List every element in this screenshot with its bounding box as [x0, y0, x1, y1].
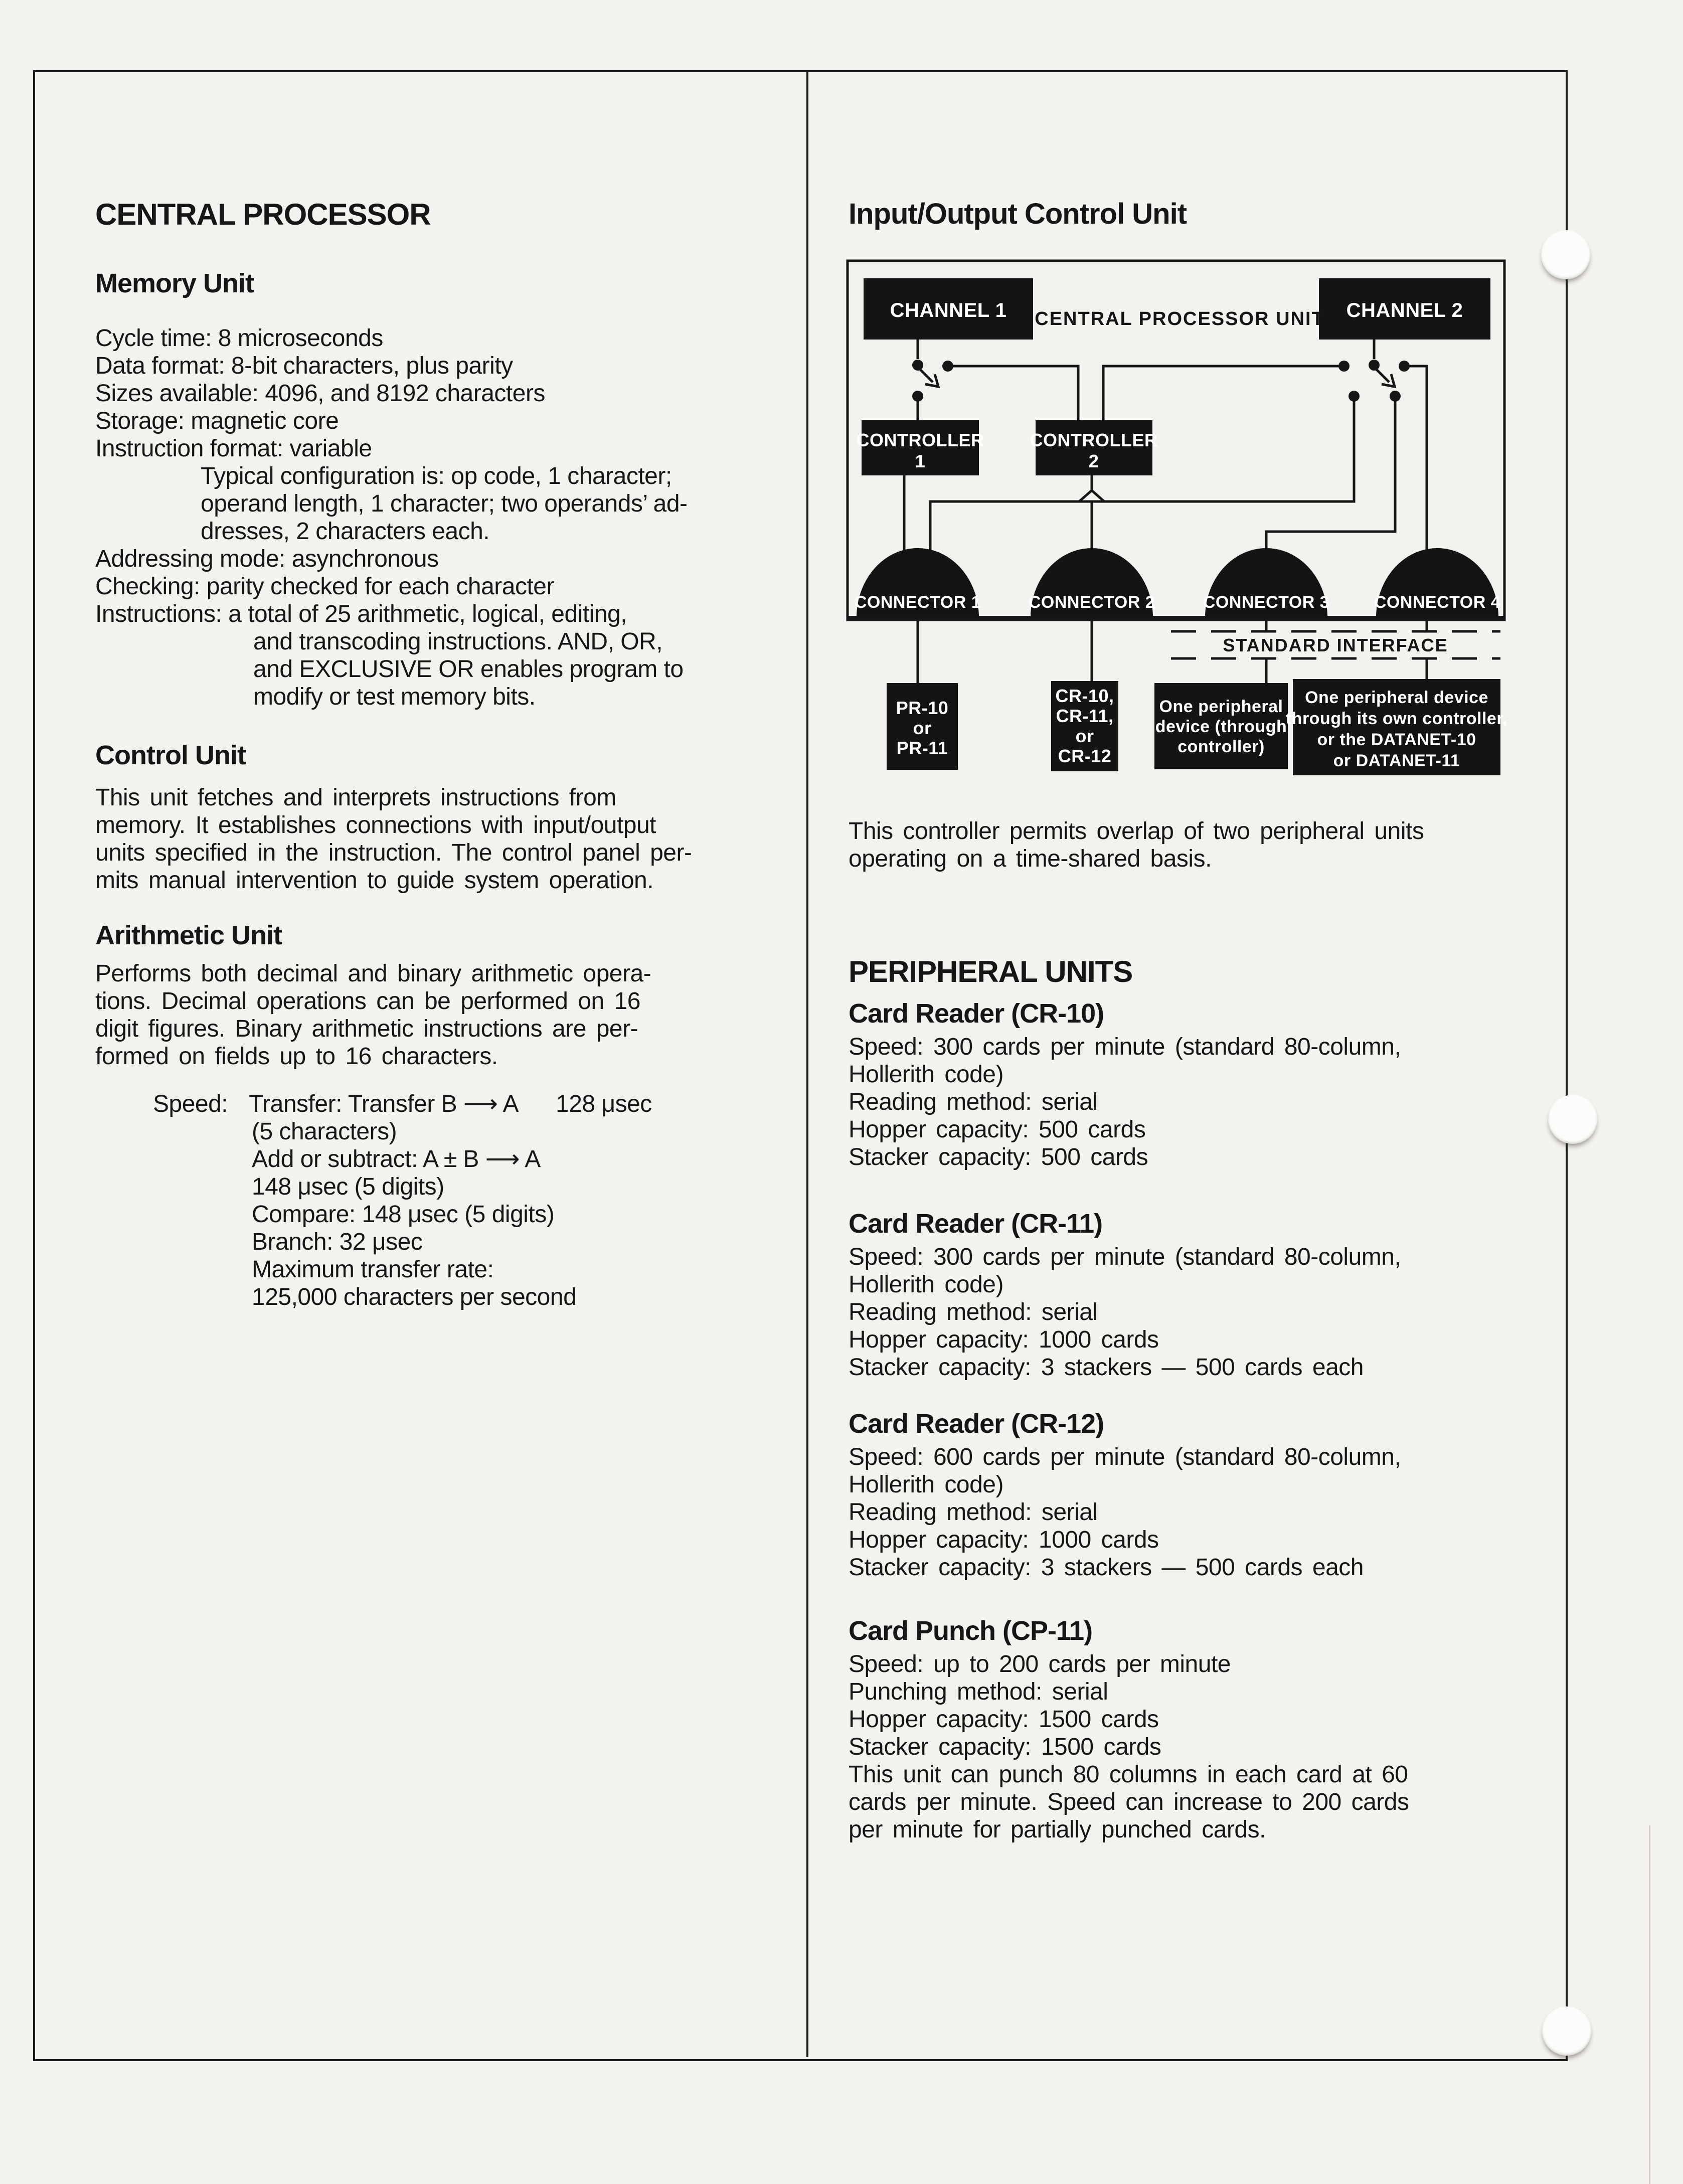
spec-line: Sizes available: 4096, and 8192 characters	[95, 380, 545, 407]
heading-card-reader-cr11: Card Reader (CR-11)	[849, 1209, 1103, 1239]
spec-line: Reading method: serial	[849, 1499, 1098, 1526]
heading-memory-unit: Memory Unit	[95, 268, 254, 298]
junction-dot	[1390, 391, 1401, 402]
cr11-spec-list	[849, 1243, 1510, 1381]
device-box-cr-line: CR-11,	[1056, 706, 1114, 726]
punch-hole	[1548, 1095, 1597, 1144]
bus-wire-middle	[1103, 366, 1344, 420]
right-column-header	[849, 200, 1510, 229]
speed-line: 125,000 characters per second	[252, 1284, 577, 1310]
spec-line: Hopper capacity: 1500 cards	[849, 1706, 1159, 1733]
spec-line: Hopper capacity: 500 cards	[849, 1116, 1146, 1143]
io-control-unit-diagram	[827, 253, 1514, 792]
caption-line: operating on a time-shared basis.	[849, 846, 1212, 872]
controller-2-label: CONTROLLER	[1030, 430, 1158, 450]
device-box-line: One peripheral	[1159, 697, 1283, 716]
switch2-to-connector3-wire	[1266, 399, 1395, 559]
cp11-spec-list	[849, 1650, 1510, 1843]
connector-3-label: CONNECTOR 3	[1203, 593, 1330, 612]
bus-wire-left	[948, 366, 1078, 420]
device-box-line: device (through	[1155, 717, 1287, 736]
speed-transfer-value: 128 μsec	[556, 1091, 652, 1117]
controller-2-number: 2	[1088, 451, 1099, 471]
arithmetic-unit-paragraph	[95, 960, 777, 1070]
paragraph-line: mits manual intervention to guide system operation.	[95, 867, 654, 894]
right-column-body	[849, 817, 1510, 1843]
paragraph-line: digit figures. Binary arithmetic instructions are per-	[95, 1016, 638, 1042]
spec-line: Stacker capacity: 3 stackers — 500 cards each	[849, 1554, 1364, 1581]
spec-line: Punching method: serial	[849, 1678, 1108, 1705]
paragraph-line: units specified in the instruction. The control panel per-	[95, 839, 692, 866]
spec-line: Addressing mode: asynchronous	[95, 546, 439, 572]
channel-1-label: CHANNEL 1	[890, 299, 1007, 321]
junction-dot	[912, 360, 923, 371]
spec-line: Stacker capacity: 1500 cards	[849, 1734, 1161, 1760]
speed-line: Maximum transfer rate:	[252, 1256, 494, 1283]
spec-line: Reading method: serial	[849, 1299, 1098, 1325]
standard-interface-label: STANDARD INTERFACE	[1223, 635, 1448, 655]
spec-line: and transcoding instructions. AND, OR,	[253, 628, 663, 655]
device-box-cr-line: CR-12	[1058, 746, 1112, 766]
device-box-line: controller)	[1177, 737, 1265, 756]
device-box-pr-line: PR-11	[896, 738, 948, 758]
spec-line: Cycle time: 8 microseconds	[95, 325, 383, 352]
speed-line: (5 characters)	[252, 1118, 397, 1145]
section-title-central-processor: CENTRAL PROCESSOR	[95, 198, 431, 231]
heading-control-unit: Control Unit	[95, 740, 246, 770]
left-column	[95, 200, 777, 1311]
junction-dot	[1349, 391, 1360, 402]
punch-hole	[1541, 230, 1590, 279]
spec-line: cards per minute. Speed can increase to 200 cards	[849, 1789, 1409, 1815]
speed-label: Speed:	[153, 1091, 228, 1117]
device-box-line: One peripheral device	[1305, 688, 1488, 707]
spec-line: Hopper capacity: 1000 cards	[849, 1326, 1159, 1353]
spec-line: modify or test memory bits.	[253, 684, 536, 710]
section-title-io-control-unit: Input/Output Control Unit	[849, 198, 1187, 230]
spec-line: Speed: up to 200 cards per minute	[849, 1651, 1231, 1677]
paragraph-line: formed on fields up to 16 characters.	[95, 1043, 498, 1070]
junction-dot	[912, 391, 923, 402]
memory-unit-spec-list	[95, 324, 777, 711]
junction-dot	[1369, 360, 1380, 371]
heading-arithmetic-unit: Arithmetic Unit	[95, 920, 282, 950]
device-box-line: through its own controller,	[1285, 709, 1508, 728]
section-title-peripheral-units: PERIPHERAL UNITS	[849, 955, 1133, 988]
controller-1-label: CONTROLLER	[856, 430, 984, 450]
controller-2-fork-wire	[1079, 474, 1104, 501]
heading-card-reader-cr12: Card Reader (CR-12)	[849, 1409, 1104, 1439]
cr10-spec-list	[849, 1033, 1510, 1171]
connector-2-label: CONNECTOR 2	[1028, 593, 1155, 612]
spec-line: Data format: 8-bit characters, plus parity	[95, 353, 513, 379]
spec-line: dresses, 2 characters each.	[201, 518, 490, 545]
caption-line: This controller permits overlap of two peripheral units	[849, 818, 1424, 845]
spec-line: operand length, 1 character; two operands’ ad-	[201, 490, 688, 517]
spec-line: and EXCLUSIVE OR enables program to	[253, 656, 684, 683]
device-box-line: or the DATANET-10	[1317, 730, 1476, 749]
spec-line: This unit can punch 80 columns in each card at 60	[849, 1761, 1408, 1788]
cpu-label: CENTRAL PROCESSOR UNIT	[1035, 308, 1324, 329]
controller-1-number: 1	[915, 451, 926, 471]
spec-line: Hollerith code)	[849, 1471, 1003, 1498]
spec-line: Hopper capacity: 1000 cards	[849, 1527, 1159, 1553]
switch-1-blade	[920, 369, 933, 382]
channel2-to-connector4-wire	[1404, 366, 1427, 559]
device-box-line: or DATANET-11	[1333, 751, 1460, 770]
spec-line: Speed: 300 cards per minute (standard 80-column,	[849, 1034, 1401, 1060]
spec-line: Speed: 600 cards per minute (standard 80-column,	[849, 1444, 1401, 1470]
device-box-cr-line: or	[1075, 726, 1094, 746]
spec-line: Stacker capacity: 3 stackers — 500 cards each	[849, 1354, 1364, 1381]
spec-line: Instruction format: variable	[95, 435, 372, 462]
speed-transfer-spec: Transfer: Transfer B ⟶ A	[249, 1091, 519, 1117]
paragraph-line: Performs both decimal and binary arithmetic opera-	[95, 960, 651, 987]
scan-edge-artifact	[1649, 1825, 1650, 2184]
speed-line: Branch: 32 μsec	[252, 1229, 423, 1255]
speed-line: 148 μsec (5 digits)	[252, 1173, 444, 1200]
paragraph-line: tions. Decimal operations can be performed on 16	[95, 988, 640, 1015]
paragraph-line: memory. It establishes connections with input/output	[95, 812, 656, 838]
channel-2-label: CHANNEL 2	[1346, 299, 1463, 321]
heading-card-punch-cp11: Card Punch (CP-11)	[849, 1616, 1093, 1646]
heading-card-reader-cr10: Card Reader (CR-10)	[849, 998, 1104, 1029]
spec-line: Checking: parity checked for each character	[95, 573, 554, 600]
device-box-pr-line: or	[913, 718, 932, 738]
connector-1-label: CONNECTOR 1	[854, 593, 981, 612]
speed-first-line	[95, 1090, 777, 1118]
switch-2-blade	[1376, 369, 1389, 382]
paragraph-line: This unit fetches and interprets instructions from	[95, 784, 616, 811]
junction-dot	[942, 361, 953, 372]
speed-spec-block	[95, 1090, 777, 1311]
junction-dot	[1338, 361, 1350, 372]
control-unit-paragraph	[95, 784, 777, 894]
cr12-spec-list	[849, 1443, 1510, 1581]
device-box-pr-line: PR-10	[896, 698, 949, 718]
diagram-caption	[849, 817, 1510, 873]
spec-line: Reading method: serial	[849, 1089, 1098, 1115]
speed-line: Add or subtract: A ± B ⟶ A	[252, 1146, 541, 1172]
junction-dot	[1399, 361, 1410, 372]
spec-line: per minute for partially punched cards.	[849, 1816, 1266, 1843]
spec-line: Hollerith code)	[849, 1271, 1003, 1298]
spec-line: Hollerith code)	[849, 1061, 1003, 1088]
spec-line: Instructions: a total of 25 arithmetic, logical, editing,	[95, 601, 627, 627]
spec-line: Storage: magnetic core	[95, 408, 339, 434]
punch-hole	[1542, 2006, 1591, 2056]
connector-4-label: CONNECTOR 4	[1374, 593, 1501, 612]
spec-line: Stacker capacity: 500 cards	[849, 1144, 1148, 1170]
spec-line: Speed: 300 cards per minute (standard 80-column,	[849, 1244, 1401, 1270]
spec-line: Typical configuration is: op code, 1 character;	[201, 463, 672, 489]
speed-line: Compare: 148 μsec (5 digits)	[252, 1201, 555, 1228]
column-divider-rule	[806, 70, 808, 2057]
device-box-cr-line: CR-10,	[1055, 686, 1114, 706]
